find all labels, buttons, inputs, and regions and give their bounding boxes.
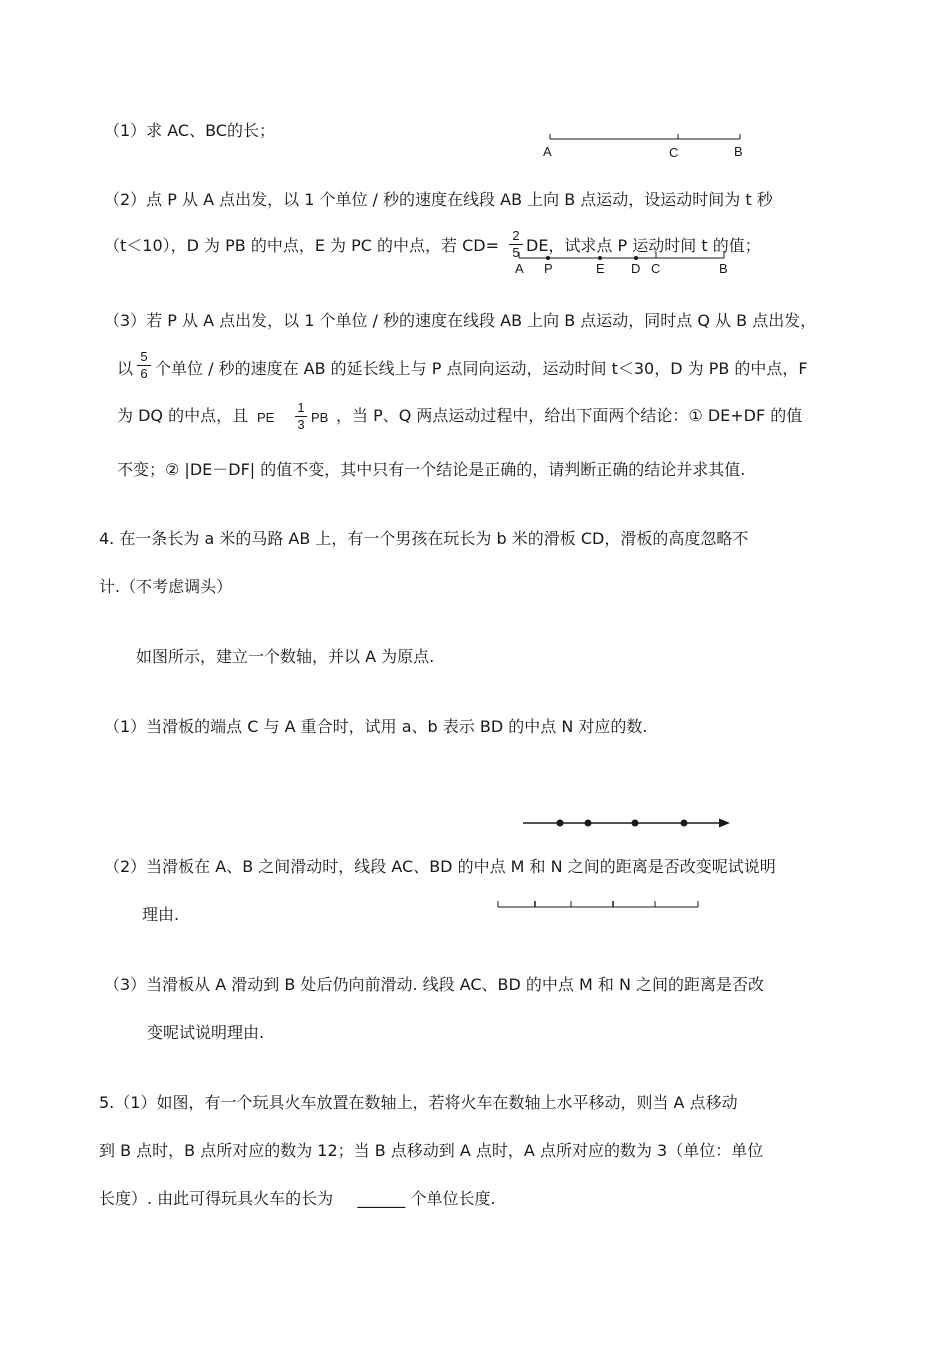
q4-setup: 如图所示，建立一个数轴，并以 A 为原点.	[136, 647, 435, 666]
q3-part3-line1: （3）若 P 从 A 点出发，以 1 个单位 / 秒的速度在线段 AB 上向 B 点运动，同时点 Q 从 B 点出发，	[104, 311, 817, 330]
answer-blank: ______	[357, 1189, 406, 1208]
point-label-p: P	[544, 261, 553, 276]
q5-line3-end: 个单位长度.	[410, 1189, 496, 1208]
point-label-c: C	[669, 145, 679, 160]
q4-part2-line2: 理由.	[142, 905, 180, 924]
q4-stem-line2: 计.（不考虑调头）	[99, 577, 233, 596]
fraction-denominator: 6	[140, 366, 148, 381]
q3-part3-line2-start: 以	[117, 359, 134, 378]
point-label-c: C	[651, 261, 661, 276]
fraction-denominator: 5	[512, 245, 520, 260]
q5-line3-start: 长度）. 由此可得玩具火车的长为	[99, 1189, 334, 1208]
q3-part3-line3-end: ，当 P、Q 两点运动过程中，给出下面两个结论：① DE+DF 的值	[336, 406, 803, 425]
q5-line3	[99, 1189, 496, 1209]
point-label-a: A	[543, 144, 552, 159]
fraction-denominator: 3	[297, 417, 305, 432]
q3-part1-text: （1）求 AC、BC的长；	[104, 121, 275, 140]
q3-part2-line1: （2）点 P 从 A 点出发，以 1 个单位 / 秒的速度在线段 AB 上向 B 点运动，设运动时间为 t 秒	[104, 190, 773, 209]
q3-part2-line2-end: DE，试求点 P 运动时间 t 的值；	[526, 236, 761, 255]
q3-part3-line3-start: 为 DQ 的中点，且	[117, 406, 249, 425]
point-label-d: D	[631, 261, 641, 276]
point-label-b: B	[719, 261, 728, 276]
q3-part3-line4: 不变；② |DE－DF| 的值不变，其中只有一个结论是正确的，请判断正确的结论并求其值.	[117, 460, 746, 479]
point-label-b: B	[734, 144, 743, 159]
expr-pb: PB	[311, 410, 329, 425]
q4-stem-line1: 4. 在一条长为 a 米的马路 AB 上，有一个男孩在玩长为 b 米的滑板 CD，滑板的高度忽略不	[99, 529, 749, 548]
fraction-numerator: 2	[512, 228, 520, 243]
fraction-numerator: 1	[297, 400, 305, 415]
q4-part1: （1）当滑板的端点 C 与 A 重合时，试用 a、b 表示 BD 的中点 N 对应的数.	[104, 717, 648, 736]
q3-part3-line2-end: 个单位 / 秒的速度在 AB 的延长线上与 P 点同向运动，运动时间 t＜30，D 为 PB 的中点，F	[155, 359, 808, 378]
q3-part2-line2-start: （t＜10），D 为 PB 的中点，E 为 PC 的中点，若 CD=	[104, 236, 500, 255]
q5-line1: 5.（1）如图，有一个玩具火车放置在数轴上，若将火车在数轴上水平移动，则当 A 点移动	[99, 1093, 738, 1112]
expr-pe: PE	[257, 410, 275, 425]
point-label-e: E	[596, 261, 605, 276]
fraction-numerator: 5	[140, 349, 148, 364]
point-label-a: A	[515, 261, 524, 276]
q4-part3-line2: 变呢试说明理由.	[147, 1023, 265, 1042]
q5-line2: 到 B 点时，B 点所对应的数为 12；当 B 点移动到 A 点时，A 点所对应的数为 3（单位：单位	[99, 1141, 764, 1160]
q4-part2-line1: （2）当滑板在 A、B 之间滑动时，线段 AC、BD 的中点 M 和 N 之间的距离是否改变呢试说明	[104, 857, 776, 876]
q4-part3-line1: （3）当滑板从 A 滑动到 B 处后仍向前滑动. 线段 AC、BD 的中点 M 和 N 之间的距离是否改	[104, 975, 765, 994]
